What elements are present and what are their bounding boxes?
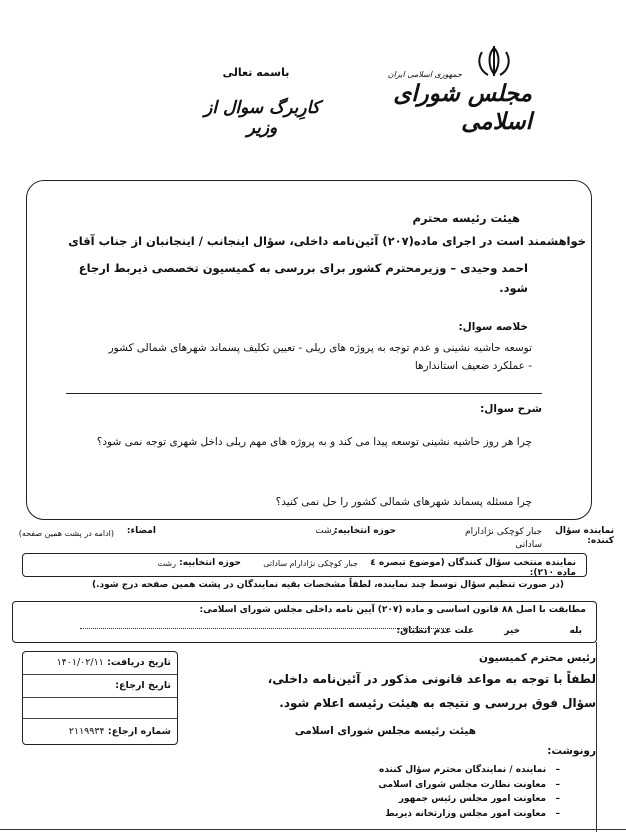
selected-rep-constituency-value: رشت: [157, 559, 176, 568]
commission-line-2: سؤال فوق بررسی و نتیجه به هیئت رئیسه اعلام شود.: [279, 696, 596, 710]
compat-yes-label: بله: [569, 626, 582, 636]
continued-note: (ادامه در پشت همین صفحه): [18, 529, 114, 538]
cc-item: – معاونت نظارت مجلس شورای اسلامی: [378, 779, 560, 790]
cc-item: – نماینده / نمایندگان محترم سؤال کننده: [379, 765, 560, 775]
description-label: شرح سوال:: [480, 403, 542, 415]
minister-name: احمد وحیدی – وزیرمحترم کشور: [349, 261, 528, 275]
selected-rep-constituency-label: حوزه انتخابیه:: [179, 558, 241, 568]
signature-label: امضاء:: [126, 526, 156, 536]
selected-rep-label: نماینده منتخب سؤال کنندگان (موضوع تبصره ٤ ماده ٢١٠):: [370, 558, 576, 578]
cc-item: – معاونت امور مجلس رئیس جمهور: [398, 794, 560, 804]
constituency-value: رشت: [315, 526, 336, 536]
commission-signoff: هیئت رئیسه مجلس شورای اسلامی: [294, 725, 476, 737]
page-right-border: [596, 642, 597, 832]
salutation: هیئت رئیسه محترم: [412, 211, 520, 225]
referral-date-label: تاریخ ارجاع:: [115, 680, 171, 691]
description-question-1: چرا هر روز حاشیه نشینی توسعه پیدا می کند و به پروژه های مهم ریلی داخل شهری توجه نمی شود؟: [96, 436, 532, 448]
cc-label: رونوشت:: [547, 745, 596, 757]
cc-item: – معاونت امور مجلس وزارتخانه ذیربط: [385, 808, 560, 819]
representative-name: جبار کوچکی نژادارام ساداتی: [465, 527, 542, 550]
minister-line-rest: برای بررسی به کمیسیون تخصصی ذیربط ارجاع شود.: [78, 261, 528, 295]
form-title: کارِبرگ سوال از وزیر: [204, 98, 320, 138]
multi-rep-note: (در صورت تنظیم سؤال توسط چند نماینده، لطفاً مشخصات بقیه نمایندگان در پشت همین صفحه درج شود.): [92, 580, 564, 590]
commission-line-1: لطفاً با توجه به مواعد قانونی مذکور در آئین‌نامه داخلی،: [267, 672, 596, 686]
dates-box: [22, 651, 178, 745]
blank-row: [23, 698, 177, 719]
page-bottom-border: [0, 829, 626, 830]
parliament-logo: مجلس شورای اسلامی: [393, 80, 532, 135]
summary-text: توسعه حاشیه نشینی و عدم توجه به پروژه های ریلی - تعیین تکلیف پسماند شهرهای شمالی کشور - عملکرد ضعیف استاندارها: [108, 342, 532, 372]
cc-list: [360, 763, 560, 821]
section-divider: [66, 393, 542, 394]
parliament-logo-subtitle: جمهوری اسلامی ایران: [387, 70, 462, 79]
compat-no-label: خیر: [504, 626, 520, 636]
constituency-label: حوزه انتخابیه:: [334, 526, 396, 536]
referral-number-label: شماره ارجاع:: [107, 726, 171, 737]
received-date-value: ۱۴۰۱/۰۲/۱۱: [56, 657, 104, 668]
basmeh-heading: باسمه تعالی: [222, 66, 290, 79]
reason-dotted-line: [80, 628, 450, 629]
referral-date-row: [23, 675, 177, 698]
summary-label: خلاصه سوال:: [458, 321, 528, 333]
intro-line: خواهشمند است در اجرای ماده(۲۰۷) آئین‌نامه داخلی، سؤال اینجانب / اینجانبان از جناب آقای: [68, 234, 586, 248]
referral-number-row: [23, 719, 177, 745]
compat-reason-label: علت عدم انطباق:: [396, 626, 474, 636]
description-question-2: چرا مسئله پسماند شهرهای شمالی کشور را حل نمی کنید؟: [275, 496, 532, 508]
received-date-row: [23, 652, 177, 675]
representative-label: نماینده سؤال کننده:: [555, 526, 614, 546]
selected-rep-name: جبار کوچکی نژادارام ساداتی: [263, 559, 358, 568]
received-date-label: تاریخ دریافت:: [107, 657, 171, 668]
commission-head-title: رئیس محترم کمیسیون: [479, 652, 596, 664]
iran-emblem-icon: [474, 44, 514, 78]
referral-number-value: ۲۱۱۹۹۳۴: [68, 726, 105, 737]
minister-line: [58, 258, 528, 298]
compatibility-title: مطابقت با اصل ٨٨ قانون اساسی و ماده (٢٠٧) آیین نامه داخلی مجلس شورای اسلامی:: [199, 605, 586, 615]
